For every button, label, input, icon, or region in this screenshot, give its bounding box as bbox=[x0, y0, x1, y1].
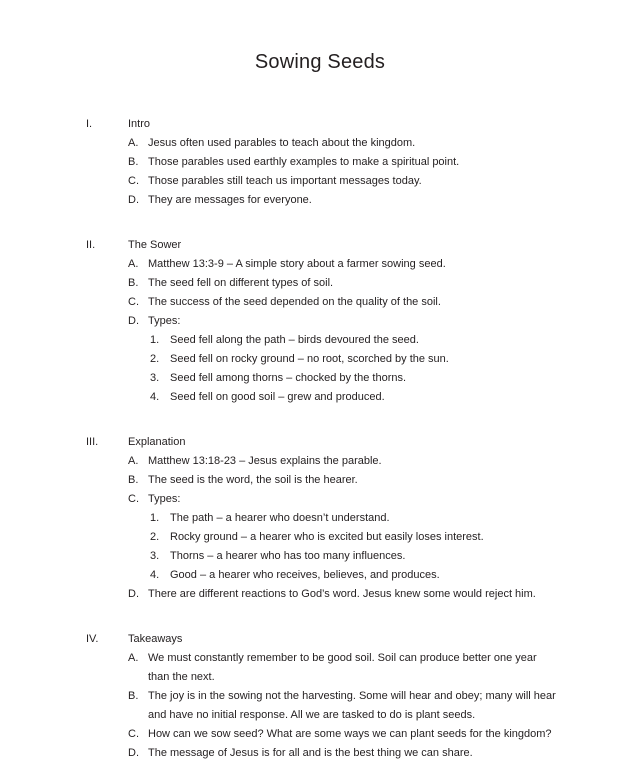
outline-section bbox=[0, 433, 640, 604]
subitem-marker: 2. bbox=[150, 531, 160, 543]
subitem-text: Good – a hearer who receives, believes, and produces. bbox=[170, 569, 440, 581]
subitem-marker: 1. bbox=[150, 512, 160, 524]
outline-item bbox=[0, 725, 640, 744]
item-text: We must constantly remember to be good soil. Soil can produce better one year than the next. bbox=[148, 652, 537, 683]
subitem-marker: 4. bbox=[150, 391, 160, 403]
outline-section bbox=[0, 115, 640, 210]
item-text: The seed fell on different types of soil. bbox=[148, 277, 334, 289]
subitem-marker: 3. bbox=[150, 550, 160, 562]
item-marker: A. bbox=[128, 137, 139, 149]
outline-item bbox=[0, 153, 640, 172]
item-marker: B. bbox=[128, 690, 139, 702]
outline-item bbox=[0, 452, 640, 471]
outline-item bbox=[0, 471, 640, 490]
outline-item bbox=[0, 585, 640, 604]
subitem-text: Rocky ground – a hearer who is excited but easily loses interest. bbox=[170, 531, 484, 543]
subitem-text: Seed fell on good soil – grew and produced. bbox=[170, 391, 385, 403]
item-text: There are different reactions to God’s word. Jesus knew some would reject him. bbox=[148, 588, 536, 600]
item-text: Types: bbox=[148, 493, 181, 505]
subitem-text: Seed fell along the path – birds devoured the seed. bbox=[170, 334, 419, 346]
outline-item bbox=[0, 134, 640, 153]
section-marker: IV. bbox=[86, 633, 99, 645]
section-heading bbox=[0, 236, 640, 255]
subitem-text: Seed fell among thorns – chocked by the thorns. bbox=[170, 372, 407, 384]
section-items bbox=[0, 649, 640, 763]
item-marker: D. bbox=[128, 588, 139, 600]
outline-body bbox=[0, 74, 640, 763]
item-text: Types: bbox=[148, 315, 181, 327]
item-text: The joy is in the sowing not the harvesting. Some will hear and obey; many will hear and have no initial response. All we are tasked to do is plant seeds. bbox=[148, 690, 556, 721]
outline-item bbox=[0, 490, 640, 509]
section-label: Explanation bbox=[128, 436, 186, 448]
section-heading bbox=[0, 433, 640, 452]
outline-item bbox=[0, 274, 640, 293]
subitem-text: Thorns – a hearer who has too many influences. bbox=[170, 550, 406, 562]
section-items bbox=[0, 134, 640, 210]
section-marker: III. bbox=[86, 436, 99, 448]
item-marker: B. bbox=[128, 156, 139, 168]
item-marker: C. bbox=[128, 296, 139, 308]
subitem-marker: 3. bbox=[150, 372, 160, 384]
item-text: Matthew 13:3-9 – A simple story about a farmer sowing seed. bbox=[148, 258, 446, 270]
item-marker: D. bbox=[128, 747, 139, 759]
item-text: The message of Jesus is for all and is the best thing we can share. bbox=[148, 747, 473, 759]
item-text: Jesus often used parables to teach about the kingdom. bbox=[148, 137, 416, 149]
section-label: Takeaways bbox=[128, 633, 183, 645]
outline-subitem bbox=[0, 566, 640, 585]
outline-subitem bbox=[0, 528, 640, 547]
item-subitems bbox=[0, 509, 640, 585]
item-marker: D. bbox=[128, 194, 139, 206]
outline-item bbox=[0, 649, 640, 687]
section-items bbox=[0, 255, 640, 407]
item-text: The success of the seed depended on the quality of the soil. bbox=[148, 296, 441, 308]
section-marker: II. bbox=[86, 239, 96, 251]
outline-subitem bbox=[0, 331, 640, 350]
section-heading bbox=[0, 115, 640, 134]
section-label: Intro bbox=[128, 118, 151, 130]
outline-subitem bbox=[0, 369, 640, 388]
subitem-marker: 1. bbox=[150, 334, 160, 346]
outline-subitem bbox=[0, 388, 640, 407]
outline-item bbox=[0, 312, 640, 331]
page-title: Sowing Seeds bbox=[254, 51, 386, 73]
outline-item bbox=[0, 687, 640, 725]
outline-subitem bbox=[0, 350, 640, 369]
subitem-marker: 4. bbox=[150, 569, 160, 581]
outline-subitem bbox=[0, 509, 640, 528]
outline-item bbox=[0, 293, 640, 312]
item-marker: A. bbox=[128, 652, 139, 664]
item-marker: C. bbox=[128, 493, 139, 505]
item-marker: C. bbox=[128, 728, 139, 740]
item-marker: A. bbox=[128, 258, 139, 270]
item-marker: A. bbox=[128, 455, 139, 467]
outline-section bbox=[0, 236, 640, 407]
outline-section bbox=[0, 630, 640, 763]
item-subitems bbox=[0, 331, 640, 407]
subitem-marker: 2. bbox=[150, 353, 160, 365]
section-label: The Sower bbox=[128, 239, 182, 251]
section-items bbox=[0, 452, 640, 604]
item-marker: B. bbox=[128, 474, 139, 486]
item-marker: B. bbox=[128, 277, 139, 289]
section-heading bbox=[0, 630, 640, 649]
outline-item bbox=[0, 191, 640, 210]
item-text: Matthew 13:18-23 – Jesus explains the parable. bbox=[148, 455, 382, 467]
item-text: How can we sow seed? What are some ways we can plant seeds for the kingdom? bbox=[148, 728, 552, 740]
item-marker: D. bbox=[128, 315, 139, 327]
item-marker: C. bbox=[128, 175, 139, 187]
section-marker: I. bbox=[86, 118, 93, 130]
subitem-text: The path – a hearer who doesn’t understand. bbox=[170, 512, 390, 524]
outline-item bbox=[0, 172, 640, 191]
item-text: They are messages for everyone. bbox=[148, 194, 312, 206]
outline-item bbox=[0, 255, 640, 274]
outline-subitem bbox=[0, 547, 640, 566]
item-text: Those parables still teach us important messages today. bbox=[148, 175, 422, 187]
outline-item bbox=[0, 744, 640, 763]
item-text: The seed is the word, the soil is the hearer. bbox=[148, 474, 358, 486]
subitem-text: Seed fell on rocky ground – no root, scorched by the sun. bbox=[170, 353, 449, 365]
item-text: Those parables used earthly examples to make a spiritual point. bbox=[148, 156, 460, 168]
